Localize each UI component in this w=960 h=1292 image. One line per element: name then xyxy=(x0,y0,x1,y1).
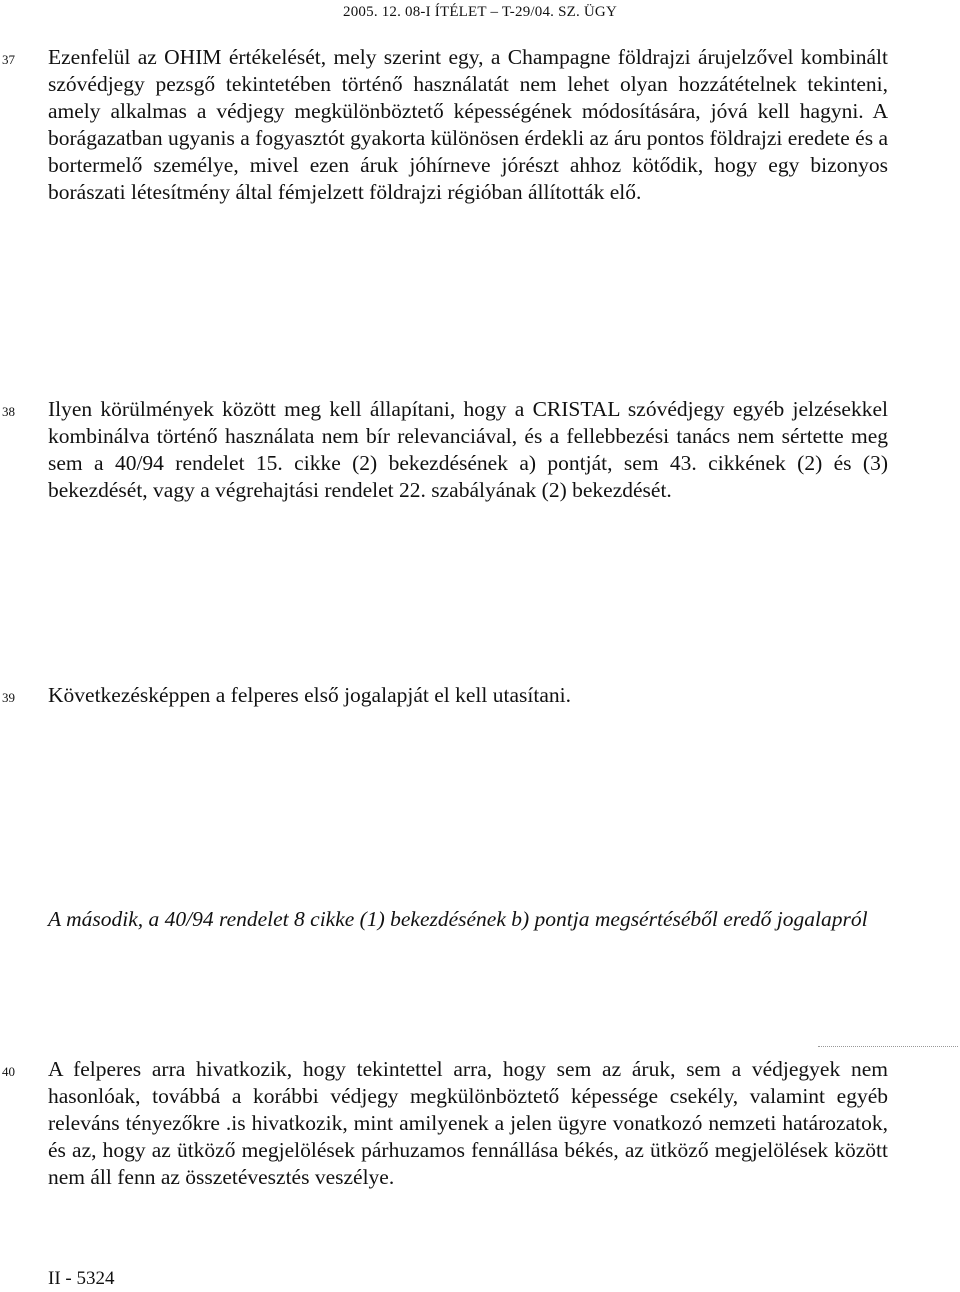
paragraph-38-text: Ilyen körülmények között meg kell állapítani, hogy a CRISTAL szóvédjegy egyéb jelzésekkel kombinálva történő használata nem bír relevanciával, és a fellebbezési tanács nem sértette meg sem a 40/94 rendelet 15. cikke (2) bekezdésének a) pontját, sem 43. cikkének (2) és (3) bekezdését, vagy a végrehajtási rendelet 22. szabályának (2) bekezdését. xyxy=(48,397,888,502)
running-header: 2005. 12. 08-I ÍTÉLET – T-29/04. SZ. ÜGY xyxy=(343,4,617,20)
paragraph-number-37: 37 xyxy=(2,52,15,67)
scan-artifact-divider xyxy=(818,1046,958,1048)
section-heading: A második, a 40/94 rendelet 8 cikke (1) bekezdésének b) pontja megsértéséből eredő jogalapról xyxy=(48,907,868,931)
paragraph-number-39: 39 xyxy=(2,690,15,705)
paragraph-number-40: 40 xyxy=(2,1064,15,1079)
paragraph-number-38: 38 xyxy=(2,404,15,419)
page-number: II - 5324 xyxy=(48,1268,115,1289)
paragraph-40-text: A felperes arra hivatkozik, hogy tekintettel arra, hogy sem az áruk, sem a védjegyek nem hasonlóak, továbbá a korábbi védjegy megkülönböztető képessége csekély, valamint egyéb releváns tényezőkre .is hivatkozik, mint amilyenek a jelen ügyre vonatkozó nemzeti határozatok, és az, hogy az ütköző megjelölések párhuzamos fennállása békés, az ütköző megjelölések között nem áll fenn az összetévesztés veszélye. xyxy=(48,1057,888,1189)
paragraph-39-text: Következésképpen a felperes első jogalapját el kell utasítani. xyxy=(48,683,571,707)
paragraph-37-text: Ezenfelül az OHIM értékelését, mely szerint egy, a Champagne földrajzi árujelzővel kombinált szóvédjegy pezsgő tekintetében történő használatát nem lehet olyan hozzátételnek tekinteni, amely alkalmas a védjegy megkülönböztető képességének módosítására, jóvá kell hagyni. A borágazatban ugyanis a fogyasztót gyakorta különösen érdekli az áru pontos földrajzi eredete és a bortermelő személye, mivel ezen áruk jóhírneve jórészt ahhoz kötődik, hogy egy bizonyos borászati létesítmény által fémjelzett földrajzi régióban állították elő. xyxy=(48,45,888,204)
